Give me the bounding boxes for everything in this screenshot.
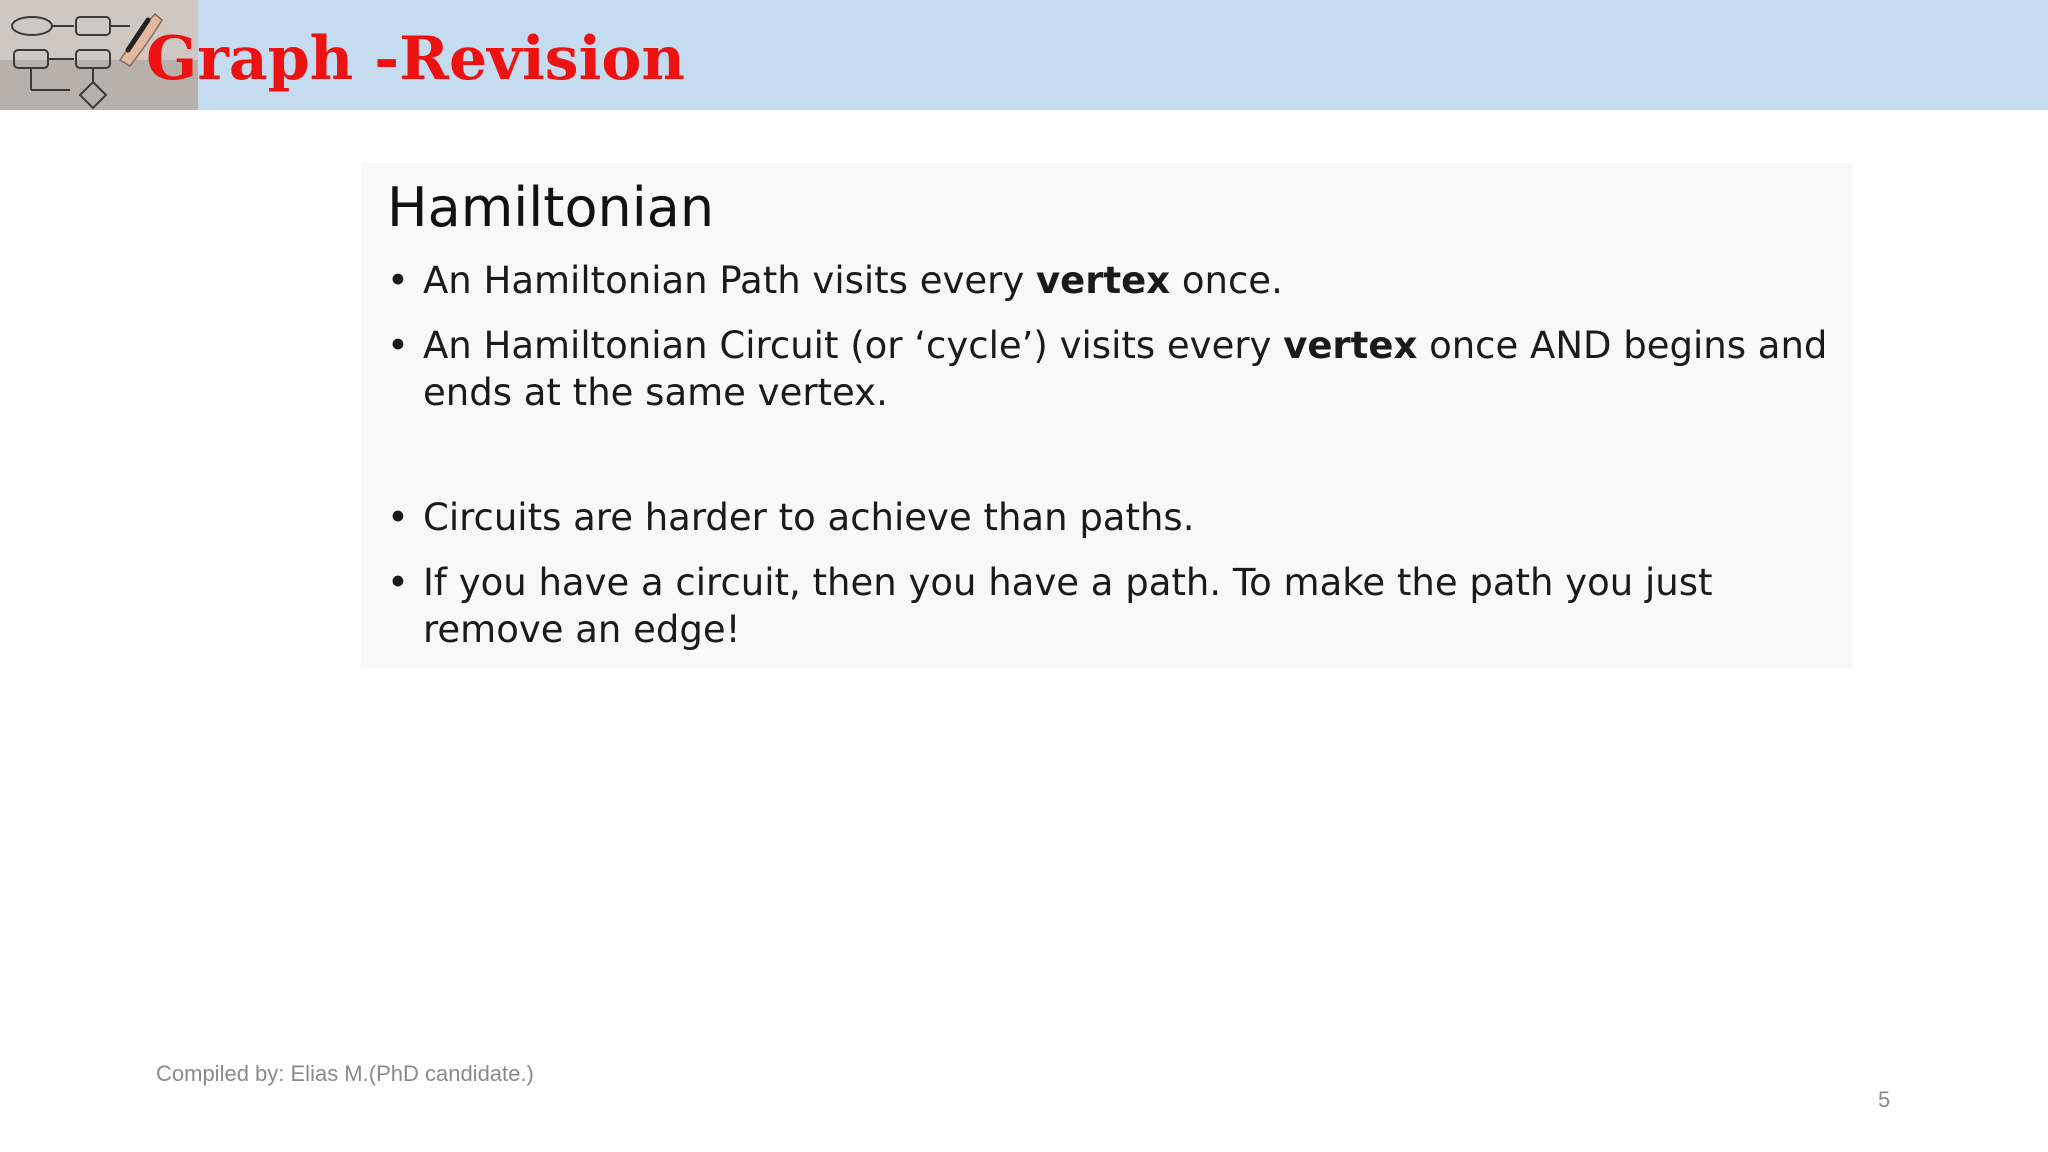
bullet-bold-text: vertex bbox=[1283, 324, 1418, 368]
bullet-text: once AND begins and ends at the same vertex. bbox=[423, 324, 1828, 415]
bullet-item-hamiltonian-path bbox=[383, 257, 1839, 304]
bullet-list bbox=[375, 257, 1839, 653]
content-image-panel bbox=[361, 163, 1853, 668]
bullet-item-circuits-harder bbox=[383, 494, 1839, 541]
bullet-item-circuit-to-path bbox=[383, 559, 1839, 653]
slide-title: Graph -Revision bbox=[146, 24, 686, 94]
bullet-text: If you have a circuit, then you have a path. To make the path you just remove an edge! bbox=[423, 561, 1713, 652]
bullet-dot: • bbox=[387, 259, 409, 303]
bullet-text: An Hamiltonian Path visits every bbox=[423, 259, 1036, 303]
bullet-item-hamiltonian-circuit bbox=[383, 322, 1839, 416]
content-heading: Hamiltonian bbox=[387, 176, 715, 239]
bullet-text: once. bbox=[1170, 259, 1283, 303]
footer-credit: Compiled by: Elias M.(PhD candidate.) bbox=[156, 1061, 534, 1086]
bullet-text: An Hamiltonian Circuit (or ‘cycle’) visits every bbox=[423, 324, 1284, 368]
page-number: 5 bbox=[1878, 1087, 1891, 1112]
bullet-dot: • bbox=[387, 496, 409, 540]
bullet-bold-text: vertex bbox=[1036, 259, 1171, 303]
bullet-dot: • bbox=[387, 324, 409, 368]
bullet-text: Circuits are harder to achieve than paths. bbox=[423, 496, 1195, 540]
bullet-dot: • bbox=[387, 561, 409, 605]
